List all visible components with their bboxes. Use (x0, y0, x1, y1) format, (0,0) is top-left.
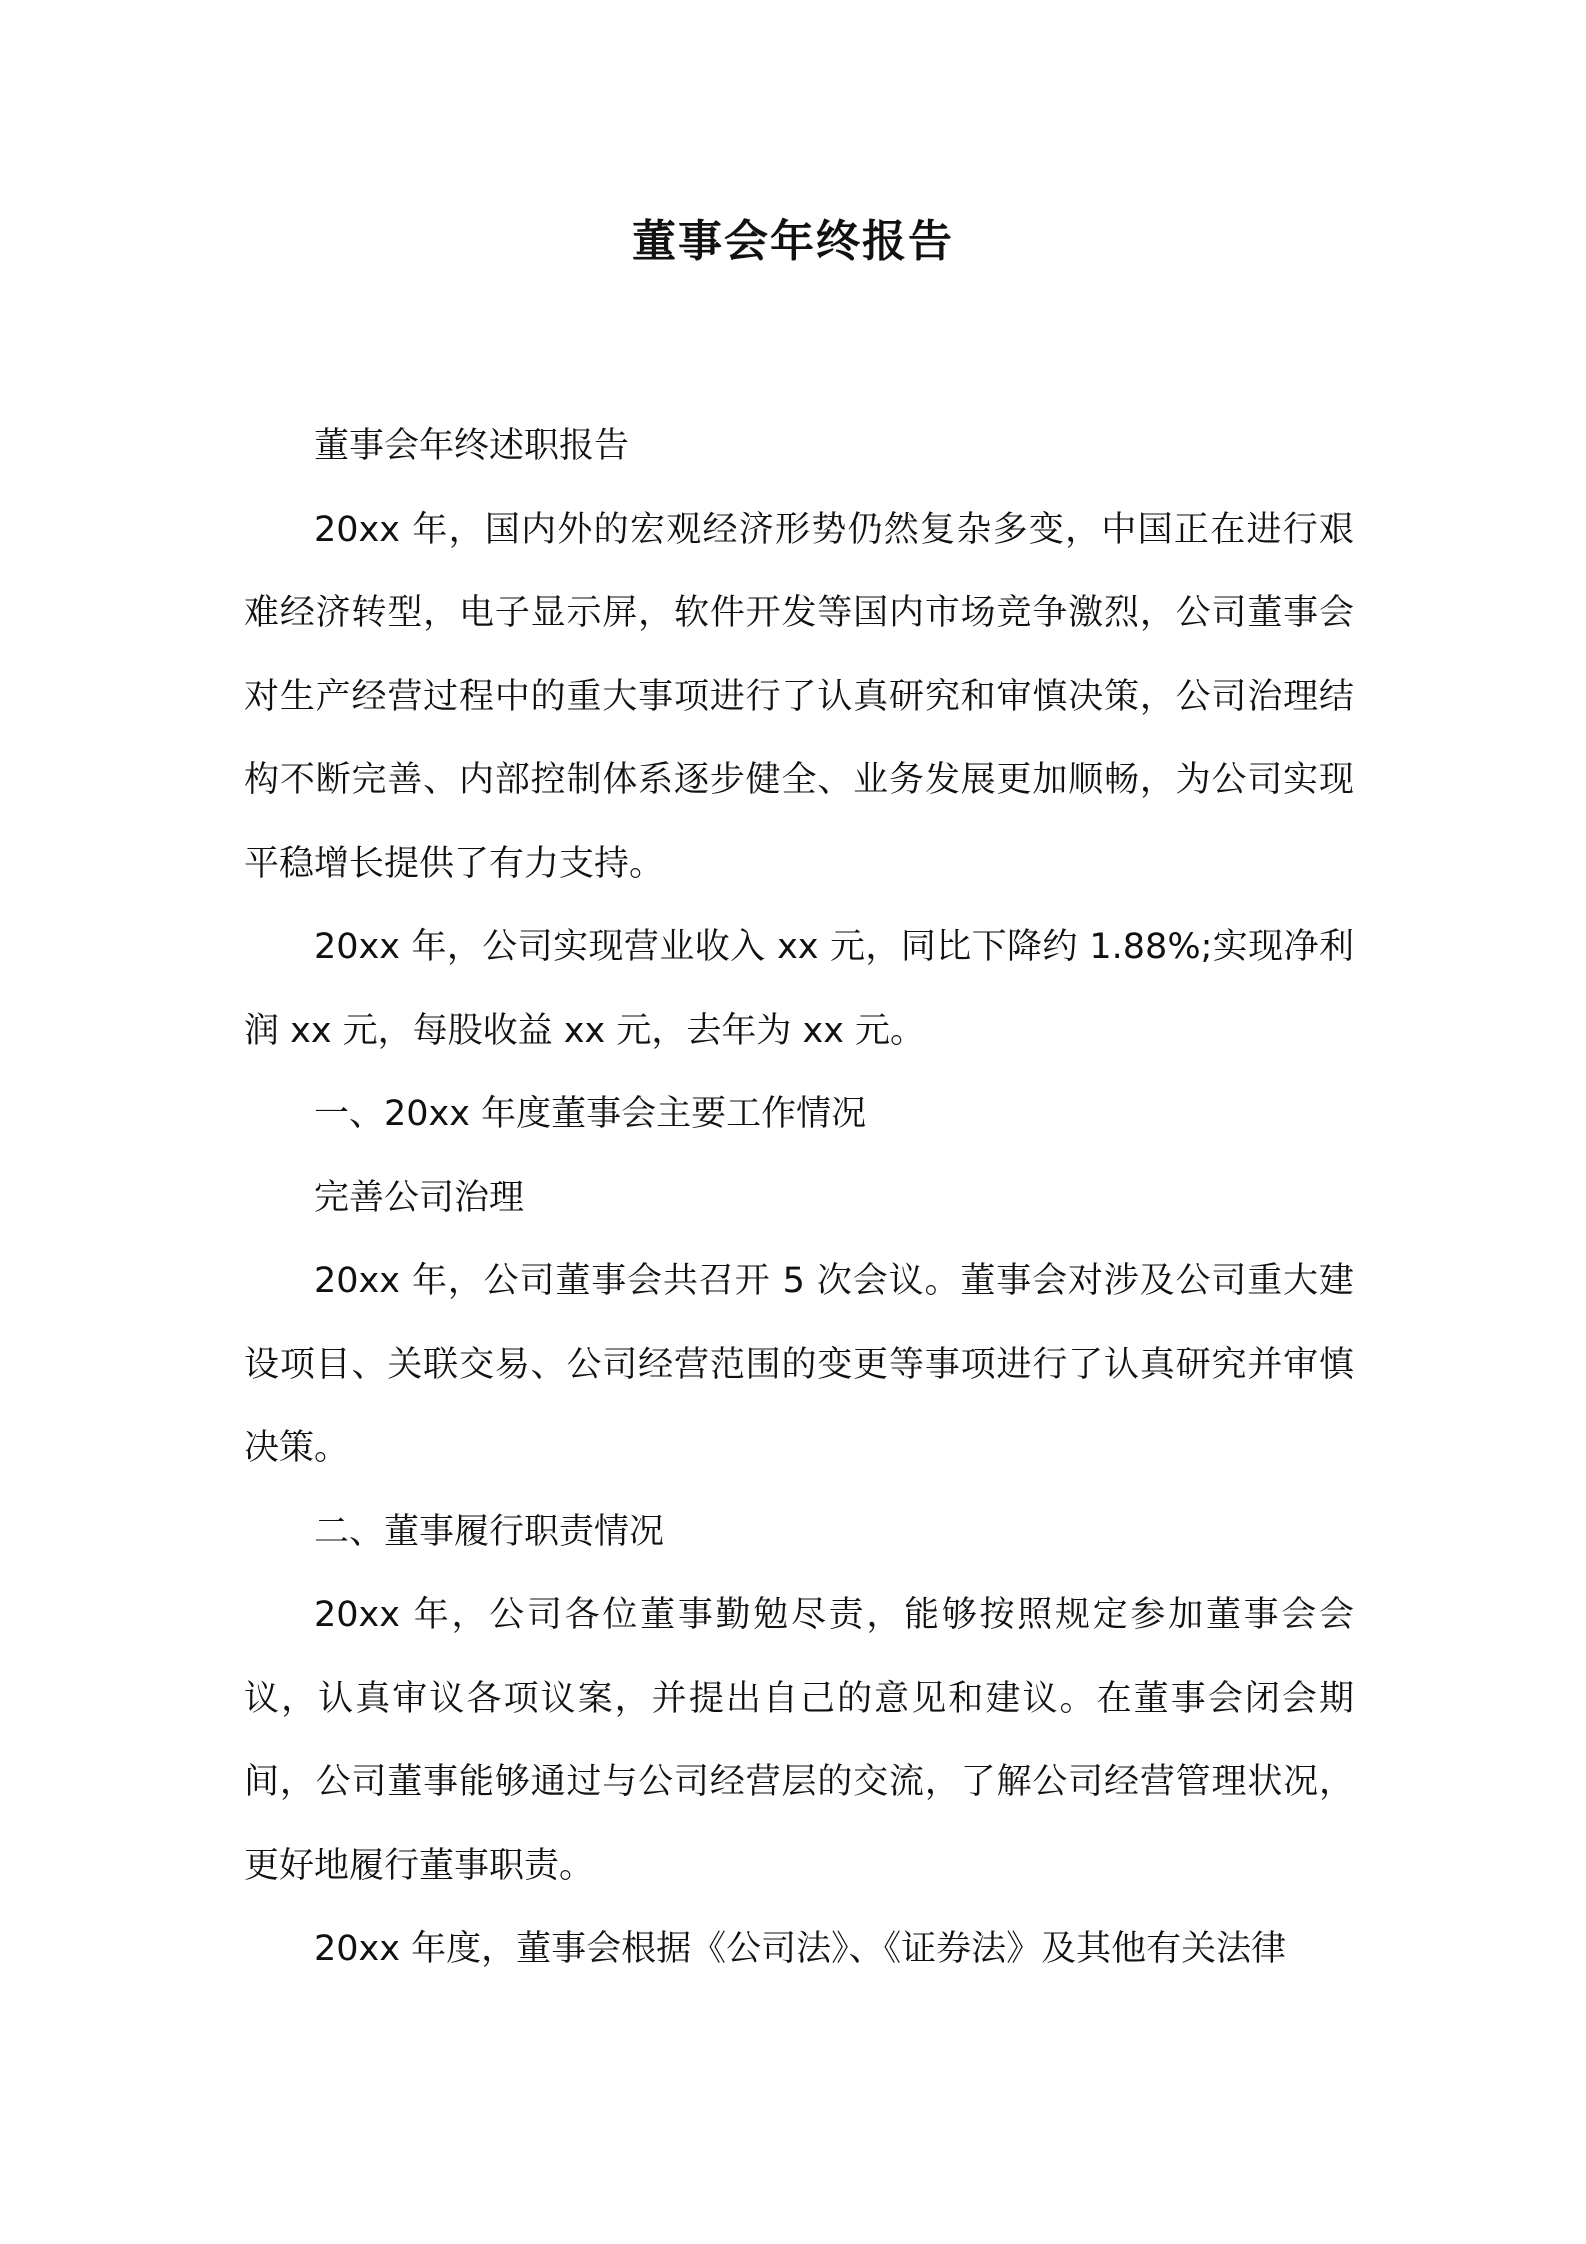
paragraph-legal-basis: 20xx 年度，董事会根据《公司法》、《证券法》及其他有关法律 (314, 1929, 1287, 1969)
paragraph-board-meetings: 20xx 年，公司董事会共召开 5 次会议。董事会对涉及公司重大建设项目、关联交易、公司经营范围的变更等事项进行了认真研究并审慎决策。 (244, 1261, 1354, 1468)
paragraph-financial-results: 20xx 年，公司实现营业收入 xx 元，同比下降约 1.88%;实现净利润 xx 元，每股收益 xx 元，去年为 xx 元。 (244, 927, 1354, 1051)
section-heading-board-work: 一、20xx 年度董事会主要工作情况 (314, 1094, 867, 1134)
subsection-heading-governance: 完善公司治理 (314, 1177, 525, 1218)
paragraph-economic-overview: 20xx 年，国内外的宏观经济形势仍然复杂多变，中国正在进行艰难经济转型，电子显示屏，软件开发等国内市场竞争激烈，公司董事会对生产经营过程中的重大事项进行了认真研究和审慎决策，公司治理结构不断完善、内部控制体系逐步健全、业务发展更加顺畅，为公司实现平稳增长提供了有力支持。 (244, 509, 1354, 884)
document-title: 董事会年终报告 (632, 216, 954, 267)
document-body (244, 405, 1354, 1992)
paragraph-subtitle: 董事会年终述职报告 (314, 426, 630, 466)
section-heading-director-duties: 二、董事履行职责情况 (314, 1511, 665, 1552)
paragraph-director-duties: 20xx 年，公司各位董事勤勉尽责，能够按照规定参加董事会会议，认真审议各项议案，并提出自己的意见和建议。在董事会闭会期间，公司董事能够通过与公司经营层的交流，了解公司经营管理状况，更好地履行董事职责。 (244, 1595, 1354, 1886)
